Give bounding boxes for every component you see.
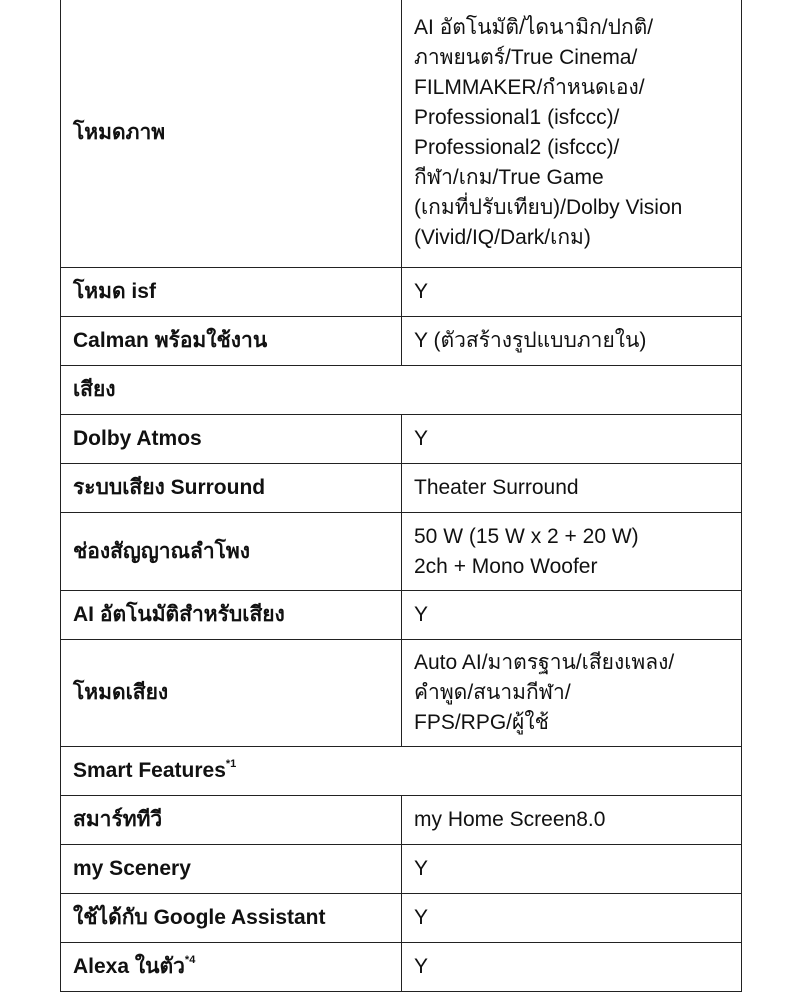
table-row-calman (61, 317, 742, 366)
row-label: สมาร์ททีวี (61, 796, 402, 845)
table-row-dolby-atmos (61, 415, 742, 464)
row-label: ใช้ได้กับ Google Assistant (61, 894, 402, 943)
row-label: Dolby Atmos (61, 415, 402, 464)
row-value (402, 0, 742, 268)
value-line: Professional2 (isfccc)/ (414, 136, 620, 159)
row-label: โหมดเสียง (61, 640, 402, 747)
value-line: (เกมที่ปรับเทียบ)/Dolby Vision (414, 196, 683, 219)
row-label: Calman พร้อมใช้งาน (61, 317, 402, 366)
row-value: Y (ตัวสร้างรูปแบบภายใน) (402, 317, 742, 366)
table-row-smart-tv (61, 796, 742, 845)
row-value (402, 513, 742, 591)
value-line: (Vivid/IQ/Dark/เกม) (414, 226, 591, 249)
row-value: Theater Surround (402, 464, 742, 513)
value-line: ภาพยนตร์/True Cinema/ (414, 46, 638, 69)
value-line: 2ch + Mono Woofer (414, 554, 598, 578)
row-label: ช่องสัญญาณลำโพง (61, 513, 402, 591)
row-label: ระบบเสียง Surround (61, 464, 402, 513)
row-value: Y (402, 268, 742, 317)
value-line: AI อัตโนมัติ/ไดนามิก/ปกติ/ (414, 16, 654, 39)
table-row-picture-mode (61, 0, 742, 268)
value-line: Auto AI/มาตรฐาน/เสียงเพลง/ (414, 651, 675, 674)
value-line: คำพูด/สนามกีฬา/ (414, 681, 571, 704)
spec-table (60, 0, 742, 992)
value-line: FPS/RPG/ผู้ใช้ (414, 711, 549, 734)
row-value: Y (402, 591, 742, 640)
row-value: Y (402, 894, 742, 943)
row-value (402, 640, 742, 747)
table-row-speaker-channels (61, 513, 742, 591)
row-value: my Home Screen8.0 (402, 796, 742, 845)
table-row-my-scenery (61, 845, 742, 894)
row-label: โหมด isf (61, 268, 402, 317)
table-row-google-assistant (61, 894, 742, 943)
row-value: Y (402, 415, 742, 464)
table-row-surround (61, 464, 742, 513)
section-title-text: Smart Features (73, 759, 226, 782)
section-header-audio (61, 366, 742, 415)
value-line: Professional1 (isfccc)/ (414, 106, 620, 129)
section-header-smart-features (61, 747, 742, 796)
row-label: โหมดภาพ (61, 0, 402, 268)
value-line: 50 W (15 W x 2 + 20 W) (414, 524, 639, 548)
table-row-isf-mode (61, 268, 742, 317)
section-title: เสียง (61, 366, 742, 415)
section-title (61, 747, 742, 796)
table-row-alexa (61, 943, 742, 992)
value-line: FILMMAKER/กำหนดเอง/ (414, 76, 645, 99)
value-line: กีฬา/เกม/True Game (414, 166, 604, 189)
row-value: Y (402, 845, 742, 894)
table-row-ai-sound (61, 591, 742, 640)
footnote-marker: *1 (225, 758, 237, 770)
row-label: my Scenery (61, 845, 402, 894)
row-label: AI อัตโนมัติสำหรับเสียง (61, 591, 402, 640)
row-label (61, 943, 402, 992)
table-row-sound-mode (61, 640, 742, 747)
row-value: Y (402, 943, 742, 992)
row-label-text: Alexa ในตัว (73, 955, 185, 978)
footnote-marker: *4 (184, 954, 196, 966)
